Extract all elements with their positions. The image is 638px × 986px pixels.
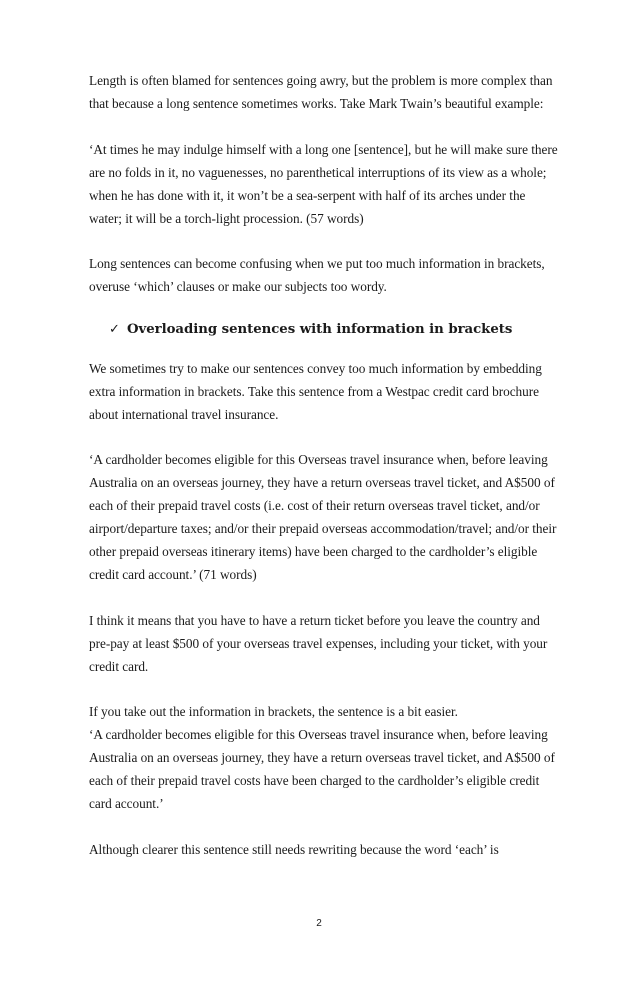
westpac-quote-paragraph: ‘A cardholder becomes eligible for this Overseas travel insurance when, before leaving Australia on an overseas journey, they have a return overseas travel ticket, and A$500 of each of their prepaid travel costs (i.e. cost of their return overseas travel ticket, and/or airport/departure taxes; and/or their prepaid overseas accommodation/travel; and/or their other prepaid overseas itinerary items) have been charged to the cardholder’s eligible credit card account.’ (71 words) (89, 452, 557, 582)
long-sentences-paragraph: Long sentences can become confusing when we put too much information in brackets, overuse ‘which’ clauses or make our subjects too wordy. (89, 256, 545, 294)
intro-paragraph: Length is often blamed for sentences going awry, but the problem is more complex than that because a long sentence sometimes works. Take Mark Twain’s beautiful example: (89, 73, 553, 111)
brackets-intro-paragraph: We sometimes try to make our sentences convey too much information by embedding extra information in brackets. Take this sentence from a Westpac credit card brochure about international travel insurance. (89, 360, 542, 422)
page-number: 2 (316, 918, 322, 929)
brackets-removed-intro: If you take out the information in brackets, the sentence is a bit easier. (89, 704, 458, 719)
twain-quote-paragraph: ‘At times he may indulge himself with a long one [sentence], but he will make sure there are no folds in it, no vaguenesses, no parenthetical interruptions of its view as a whole; when he has done with it, it won’t be a sea-serpent with half of its arches under the water; it will be a torch-light procession. (57 words) (89, 141, 558, 226)
simplified-quote-paragraph: ‘A cardholder becomes eligible for this Overseas travel insurance when, before leaving Australia on an overseas journey, they have a return overseas travel ticket, and A$500 of each of their prepaid travel costs have been charged to the cardholder’s eligible credit card account.’ (89, 727, 555, 811)
section-heading-text: Overloading sentences with information in brackets (127, 322, 513, 337)
page-body (89, 69, 559, 883)
interpretation-paragraph: I think it means that you have to have a return ticket before you leave the country and pre-pay at least $500 of your overseas travel expenses, including your ticket, with your credit card. (89, 612, 548, 674)
checkmark-icon: ✓ (109, 322, 120, 337)
section-heading (109, 315, 559, 345)
closing-paragraph: Although clearer this sentence still needs rewriting because the word ‘each’ is (89, 841, 499, 857)
